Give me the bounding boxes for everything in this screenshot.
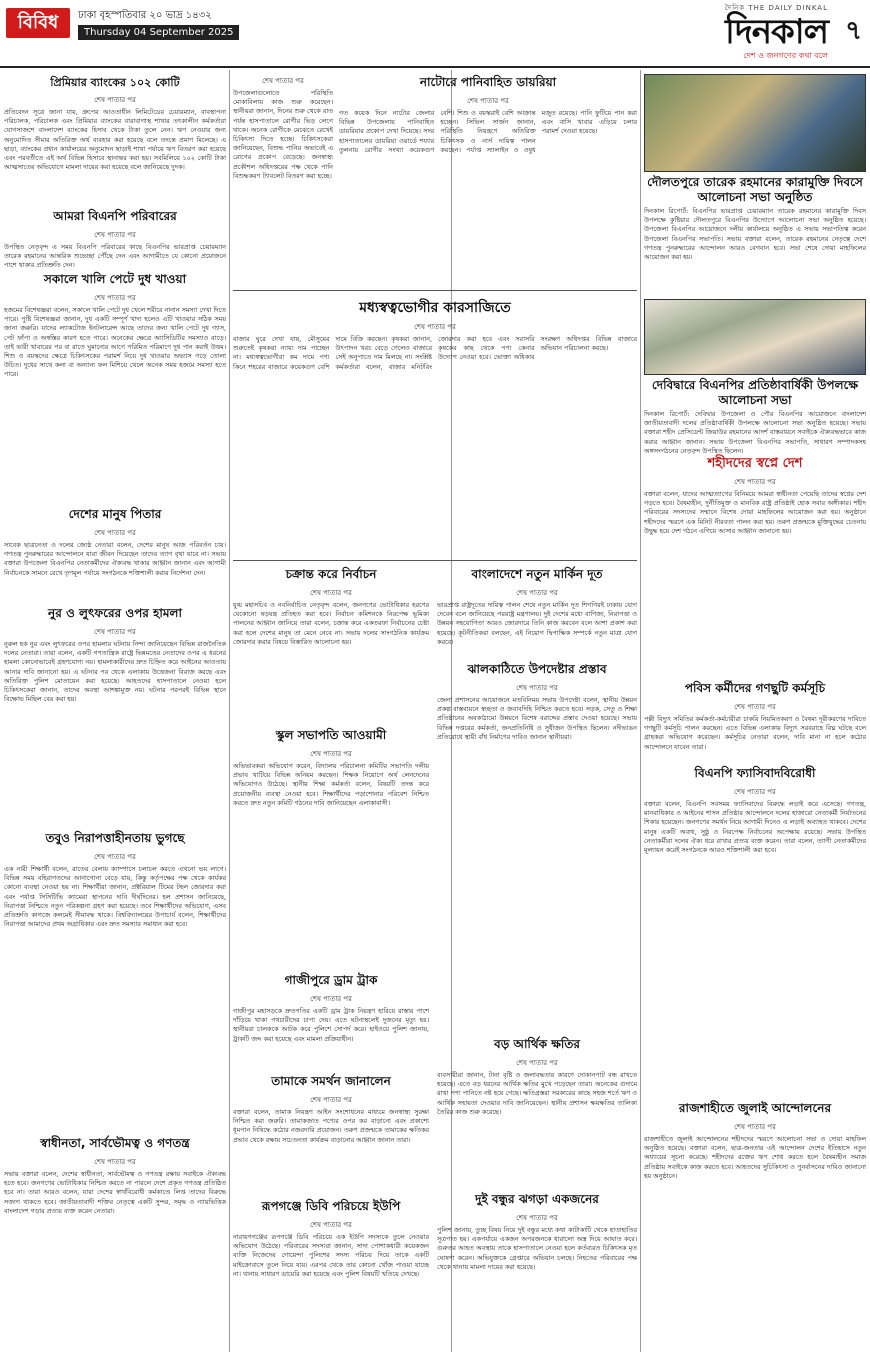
date-bangla: ঢাকা বৃহস্পতিবার ২০ ভাদ্র ১৪৩২ — [78, 10, 212, 21]
article-byline: শেষ পাতার পর — [734, 703, 776, 711]
masthead-daily-label: দৈনিক THE DAILY DINKAL — [724, 4, 828, 12]
article-body: প্রতিবেদন সূত্রে জানা যায়, গ্রুপের আওতাধীন লিমিটেডের চেয়ারম্যান, বাবস্থাপনা পরিচালক, পরিচালক এবং প্রিমিয়ার ব্যাংকের বারাবাগাস্থ শাখার তৎকালীন কর্মকর্তারা যোগসাজশে বাংলাদেশ ব্যাংকের হিসাব থেকে টাকা তুলে নেন। ঋণ নেওয়ার জন্য অনুমোদিত সীমার অতিরিক্ত অর্থ ব্যবহার করা হয়েছে বলে তদন্তে প্রমাণ মিলেছে। এ ছাড়া, ব্যাংকের প্রধান কার্যালয়ের অনুমোদন ছাড়াই শাখা পর্যায়ে ঋণ বিতরণ করা হয়েছে এবং পরবর্তীতে এই অর্থ বিভিন্ন হিসাবে স্থানান্তর করা হয়। সবমিলিয়ে ১০২ কোটি টাকা আত্মসাতের অভিযোগে মামলা দায়ের করা হয়েছে বলে জানিয়েছে দুদক। — [4, 108, 226, 172]
article-byline: শেষ পাতার পর — [310, 589, 352, 597]
photo-daulatpur — [644, 74, 866, 172]
section-divider — [233, 290, 637, 291]
article-body: অভিভাবকরা অভিযোগ করেন, বিদ্যালয় পরিচালনা কমিটির সভাপতি দলীয় প্রভাব খাটিয়ে বিভিন্ন অনিয়ম করছেন। শিক্ষক নিয়োগে অর্থ লেনদেনের অভিযোগও উঠেছে। স্থানীয় শিক্ষা কর্মকর্তা বলেন, বিষয়টি তদন্ত করে প্রয়োজনীয় ব্যবস্থা নেওয়া হবে। শিক্ষার্থীদের পড়াশোনার পরিবেশ নিশ্চিত করতে দ্রুত নতুন কমিটি গঠনের দাবি জানিয়েছেন এলাকাবাসী। — [233, 762, 429, 807]
column-right — [644, 74, 866, 1348]
article-byline: শেষ পাতার পর — [414, 323, 456, 331]
article-premier — [4, 74, 226, 208]
column-1 — [4, 74, 226, 1348]
section-divider — [233, 560, 637, 561]
article-sokale — [4, 271, 226, 506]
article-byline: শেষ পাতার পর — [310, 1096, 352, 1104]
article-chakranta — [233, 566, 429, 727]
article-tamak — [233, 1073, 429, 1198]
article-body: বক্তারা বলেন, যাদের আত্মত্যাগের বিনিময়ে আমরা স্বাধীনতা পেয়েছি তাদের স্বপ্নের দেশ গড়তে হবে। বৈষম্যহীন, দুর্নীতিমুক্ত ও মানবিক রাষ্ট্র প্রতিষ্ঠাই হোক সবার অঙ্গীকার। শহীদ পরিবারের সদস্যদের সম্মানে বিশেষ দোয়া মাহফিলের আয়োজন করা হয়। অনুষ্ঠানে শহীদদের স্মরণে এক মিনিট নীরবতা পালন করা হয়। তরুণ প্রজন্মকে মুক্তিযুদ্ধের চেতনায় উদ্বুদ্ধ হয়ে দেশ গঠনে এগিয়ে আসার আহ্বান জানানো হয়। — [644, 490, 866, 535]
article-body: নারায়ণগঞ্জের রূপগঞ্জে ডিবি পরিচয়ে এক ইউপি সদস্যকে তুলে নেওয়ার অভিযোগ উঠেছে। পরিবারের সদস্যরা জানান, সাদা পোশাকধারী কয়েকজন ব্যক্তি নিজেদের গোয়েন্দা পুলিশের সদস্য পরিচয় দিয়ে তাকে একটি মাইক্রোবাসে তুলে নিয়ে যায়। এরপর থেকে তার কোনো খোঁজ পাওয়া যাচ্ছে না। থানায় সাধারণ ডায়েরি করা হয়েছে এবং পুলিশ বিষয়টি খতিয়ে দেখছে। — [233, 1233, 429, 1278]
article-headline: মধ্যস্বত্বভোগীর কারসাজিতে — [359, 300, 511, 316]
article-byline: শেষ পাতার পর — [310, 750, 352, 758]
article-headline: ঝালকাঠিতে উপদেষ্টার প্রস্তাব — [467, 662, 607, 676]
article-body: রাজশাহীতে জুলাই আন্দোলনের শহীদদের স্মরণে আলোচনা সভা ও দোয়া মাহফিল অনুষ্ঠিত হয়েছে। বক্তারা বলেন, ছাত্র-জনতার এই আন্দোলন দেশের ইতিহাসে নতুন অধ্যায়ের সূচনা করেছে। শহীদদের রক্তের ঋণ শোধ করতে হলে বৈষম্যহীন সমাজ প্রতিষ্ঠায় সবাইকে কাজ করতে হবে। আহতদের সুচিকিৎসা ও পুনর্বাসনের দাবিও জানানো হয় অনুষ্ঠানে। — [644, 1135, 866, 1180]
article-headline: আমরা বিএনপি পরিবারের — [53, 209, 177, 223]
article-body: সভায় বক্তারা বলেন, দেশের স্বাধীনতা, সার্বভৌমত্ব ও গণতন্ত্র রক্ষায় সবাইকে ঐক্যবদ্ধ হতে হবে। জনগণের ভোটাধিকার নিশ্চিত করতে না পারলে দেশে প্রকৃত গণতন্ত্র প্রতিষ্ঠিত হবে না। তারা আরও বলেন, যারা দেশের স্বার্থবিরোধী কর্মকাণ্ডে লিপ্ত তাদের বিরুদ্ধে সজাগ থাকতে হবে। জাতীয়তাবাদী শক্তির নেতৃত্বে একটি সুন্দর, সমৃদ্ধ ও ন্যায়ভিত্তিক বাংলাদেশ গড়ার প্রত্যয় ব্যক্ত করেন নেতারা। — [4, 1170, 226, 1215]
article-rupganj — [233, 1198, 429, 1348]
article-byline: শেষ পাতার পর — [516, 1214, 558, 1222]
masthead-slogan: দেশ ও জনগণের কথা বলে — [743, 51, 828, 60]
article-headline: বড় আর্থিক ক্ষতির — [494, 1037, 580, 1051]
article-fascist — [644, 765, 866, 1100]
column-middle — [233, 74, 637, 1348]
article-byline: শেষ পাতার পর — [94, 231, 136, 239]
article-headline: দেশের মানুষ পিতার — [68, 507, 162, 521]
article-body: হজমের বিশেষজ্ঞরা বলেন, সকালে খালি পেটে দুধ খেলে শরীরে নানান সমস্যা দেখা দিতে পারে। পুষ্টি বিশেষজ্ঞরা জানান, দুধ একটি সম্পূর্ণ খাদ্য হলেও এটি খাওয়ার সঠিক সময় জানা জরুরি। যাদের ল্যাকটোজ ইনটলারেন্স আছে তাদের জন্য খালি পেটে দুধ গ্যাস, পেট ফাঁপা ও অস্বস্তির কারণ হতে পারে। অনেকের ক্ষেত্রে অ্যাসিডিটির সমস্যাও বাড়ে। তাই ভারী খাবারের পর বা রাতে ঘুমানোর আগে পরিমিত পরিমাণে দুধ পান করাই উত্তম। শিশু ও বয়স্কদের ক্ষেত্রে চিকিৎসকের পরামর্শ নিয়ে দুধ খাওয়ার অভ্যাস গড়ে তোলা উচিত। দুধের সাথে কলা বা অন্যান্য ফল মিশিয়ে খেলে অনেক সময় হজমে সমস্যা হতে পারে। — [4, 306, 226, 379]
article-headline: পবিস কর্মীদের গণছুটি কর্মসূচি — [684, 681, 826, 695]
page-number: ৭ — [845, 16, 862, 46]
article-headline: বিএনপি ফ্যাসিবাদবিরোধী — [694, 766, 816, 780]
article-headline: গাজীপুরে ড্রাম ট্রাক — [284, 973, 378, 987]
article-body: উপজেলাগুলোতে পরিস্থিতি মোকাবিলায় কাজ শুরু করেছেন। স্থানীয়রা জানান, দিনের শুরু থেকে রাত পর্যন্ত হাসপাতালে রোগীর ভিড় লেগে থাকে। অনেক রোগীকে মেঝেতে রেখেই চিকিৎসা দিতে হচ্ছে। চিকিৎসকেরা জানিয়েছেন, বিশুদ্ধ পানির অভাবেই এ রোগের প্রকোপ বেড়েছে। জনস্বাস্থ্য প্রকৌশল অধিদপ্তরের পক্ষ থেকে পানি বিশুদ্ধকরণ ট্যাবলেট বিতরণ করা হচ্ছে। — [233, 89, 333, 180]
article-nator — [339, 74, 637, 286]
article-continue — [233, 74, 333, 286]
article-byline: শেষ পাতার পর — [94, 294, 136, 302]
article-body: দিনকাল রিপোর্ট: দেবিদ্বার উপজেলা ও পৌর বিএনপির আয়োজনে বাংলাদেশ জাতীয়তাবাদী দলের প্রতিষ্ঠাবার্ষিকী উপলক্ষে আলোচনা সভা অনুষ্ঠিত হয়েছে। সভায় বক্তারা শহীদ প্রেসিডেন্ট জিয়াউর রহমানের আদর্শ বাস্তবায়নে সবাইকে ঐক্যবদ্ধভাবে কাজ করার আহ্বান জানান। সভায় উপজেলা বিএনপির সভাপতি, সাধারণ সম্পাদকসহ অঙ্গসংগঠনের নেতৃবৃন্দ উপস্থিত ছিলেন। — [644, 410, 866, 454]
article-body: দিনকাল রিপোর্ট: বিএনপির ভারপ্রাপ্ত চেয়ারম্যান তারেক রহমানের কারামুক্তি দিবস উপলক্ষে কুষ্টিয়ার দৌলতপুরে বিএনপির উদ্যোগে আলোচনা সভা অনুষ্ঠিত হয়েছে। উপজেলা বিএনপির আয়োজনে দলীয় কার্যালয়ে অনুষ্ঠিত এ সভায় সভাপতিত্ব করেন উপজেলা বিএনপির সভাপতি। সভায় বক্তারা বলেন, তারেক রহমানের নেতৃত্বে দেশে গণতন্ত্র পুনরুদ্ধারের আন্দোলন আরও বেগবান হবে। সভা শেষে দোয়া মাহফিলের আয়োজন করা হয়। — [644, 207, 866, 262]
article-headline: দুই বন্ধুর ঝগড়া একজনের — [475, 1192, 599, 1206]
masthead — [725, 2, 828, 63]
article-byline: শেষ পাতার পর — [734, 788, 776, 796]
article-byline: শেষ পাতার পর — [94, 853, 136, 861]
article-tobuo — [4, 830, 226, 1135]
article-byline: শেষ পাতার পর — [310, 1221, 352, 1229]
article-body: বক্তারা বলেন, বিএনপি সবসময় ফ্যাসিবাদের বিরুদ্ধে লড়াই করে এসেছে। গণতন্ত্র, মানবাধিকার ও আইনের শাসন প্রতিষ্ঠার আন্দোলনে দলের হাজারো নেতাকর্মী নির্যাতনের শিকার হয়েছেন। জনগণের সমর্থন নিয়ে আগামী দিনেও এ লড়াই অব্যাহত থাকবে। দেশের মানুষ একটি অবাধ, সুষ্ঠু ও নিরপেক্ষ নির্বাচনের অপেক্ষায় রয়েছে। সভায় উপস্থিত নেতাকর্মীরা দলের ঐক্য ধরে রাখার প্রত্যয় ব্যক্ত করেন। তারা বলেন, ত্যাগী নেতাকর্মীদের মূল্যায়ন করেই সংগঠনকে আরও শক্তিশালী করা হবে। — [644, 800, 866, 855]
date-english: Thursday 04 September 2025 — [78, 25, 239, 40]
article-madhya — [233, 296, 637, 556]
photo-debidwar — [644, 299, 866, 375]
article-jhalokathi — [437, 661, 637, 1036]
article-body: বাজার ঘুরে দেখা যায়, মৌসুমের শুরুতেই কৃষকরা ন্যায্য দাম পাচ্ছেন না। মধ্যস্বত্বভোগীরা কম দামে পণ্য কিনে শহরের বাজারে কয়েকগুণ বেশি দামে বিক্রি করছেন। কৃষকরা জানান, উৎপাদন খরচ বেড়ে গেলেও বাজারে সেই অনুপাতে দাম মিলছে না। সংশ্লিষ্ট কর্মকর্তারা বলেন, বাজার মনিটরিং জোরদার করা হবে এবং সরাসরি কৃষকের কাছ থেকে পণ্য কেনার উদ্যোগ নেওয়া হবে। ভোক্তা অধিকার সংরক্ষণ অধিদপ্তর বিভিন্ন বাজারে অভিযান পরিচালনা করছে। — [233, 335, 637, 371]
article-body: নুরুল হক নুর এবং লুৎফরের ওপর হামলার ঘটনায় নিন্দা জানিয়েছেন বিভিন্ন রাজনৈতিক দলের নেতারা। তারা বলেন, একটি গণতান্ত্রিক রাষ্ট্রে ভিন্নমতের নেতাদের ওপর এ ধরনের হামলা কোনোভাবেই গ্রহণযোগ্য নয়। হামলাকারীদের দ্রুত চিহ্নিত করে আইনের আওতায় আনার দাবি জানানো হয়। এ ঘটনার পর থেকে এলাকায় উত্তেজনা বিরাজ করছে এবং অতিরিক্ত পুলিশ মোতায়েন করা হয়েছে। আহতদের হাসপাতালে নেওয়া হলে চিকিৎসকেরা জানান, তাদের অবস্থা আশঙ্কামুক্ত নয়। ঘটনার পরপরই বিভিন্ন স্থানে বিক্ষোভ মিছিল বের করা হয়। — [4, 640, 226, 704]
article-byline: শেষ পাতার পর — [734, 1123, 776, 1131]
article-headline: তামাকে সমর্থন জানালেন — [271, 1074, 391, 1088]
article-school — [233, 727, 429, 972]
article-desher — [4, 506, 226, 605]
article-byline: শেষ পাতার পর — [94, 96, 136, 104]
article-body: গত কয়েক দিনে নাটোর জেলার বিভিন্ন উপজেলায় পানিবাহিত ডায়রিয়ার প্রকোপ দেখা দিয়েছে। সদর হাসপাতালের ডায়রিয়া ওয়ার্ডে শয্যার তুলনায় রোগীর সংখ্যা কয়েকগুণ বেশি। শিশু ও বয়স্করাই বেশি আক্রান্ত হচ্ছেন। সিভিল সার্জন জানান, পরিস্থিতি নিয়ন্ত্রণে অতিরিক্ত চিকিৎসক ও নার্স দায়িত্ব পালন করছেন। পর্যাপ্ত স্যালাইন ও ওষুধ মজুত রয়েছে। পানি ফুটিয়ে পান করা এবং বাসি খাবার এড়িয়ে চলার পরামর্শ দেওয়া হয়েছে। — [339, 109, 637, 154]
article-daulatpur — [644, 175, 866, 297]
article-nur — [4, 605, 226, 830]
article-byline: শেষ পাতার পর — [262, 77, 304, 85]
column-rule — [640, 70, 641, 1352]
article-body: সাবেক ছাত্রনেতা ও দলের জ্যেষ্ঠ নেতারা বলেন, দেশের মানুষ আজ পরিবর্তন চায়। গণতন্ত্র পুনরুদ্ধারের আন্দোলনে যারা জীবন দিয়েছেন তাদের ত্যাগ বৃথা যাবে না। সভায় বক্তারা উপজেলা বিএনপির নেতাকর্মীদের ঐক্যবদ্ধ থাকার আহ্বান জানান এবং আগামী নির্বাচনকে সামনে রেখে তৃণমূল পর্যায়ে সংগঠনকে শক্তিশালী করার নির্দেশনা দেন। — [4, 541, 226, 577]
article-headline: স্বাধীনতা, সার্বভৌমত্ব ও গণতন্ত্র — [40, 1136, 190, 1150]
article-bangladesh — [437, 566, 637, 661]
article-byline: শেষ পাতার পর — [516, 1059, 558, 1067]
article-byline: শেষ পাতার পর — [94, 628, 136, 636]
article-amra — [4, 208, 226, 271]
article-dui — [437, 1191, 637, 1348]
article-headline: বাংলাদেশে নতুন মার্কিন দূত — [471, 567, 603, 581]
article-body: উপস্থিত নেতৃবৃন্দ এ সময় বিএনপি পরিবারের কাছে বিএনপির ভারপ্রাপ্ত চেয়ারম্যান তারেক রহমানের আন্তরিক শুভেচ্ছা পৌঁছে দেন এবং আগামীতে যে কোনো প্রয়োজনে পাশে থাকার প্রতিশ্রুতি দেন। — [4, 243, 226, 270]
article-gazipur — [233, 972, 429, 1073]
article-body: পুলিশ জানায়, তুচ্ছ বিষয় নিয়ে দুই বন্ধুর মধ্যে কথা কাটাকাটি থেকে হাতাহাতির সূত্রপাত হয়। একপর্যায়ে একজন অপরজনকে ধারালো অস্ত্র দিয়ে আঘাত করে। গুরুতর আহত অবস্থায় তাকে হাসপাতালে নেওয়া হলে কর্তব্যরত চিকিৎসক মৃত ঘোষণা করেন। অভিযুক্তকে গ্রেপ্তারে অভিযান চলছে। নিহতের পরিবারের পক্ষ থেকে থানায় মামলা দায়ের করা হয়েছে। — [437, 1226, 637, 1271]
middle-left-stack — [233, 566, 429, 1346]
article-headline: তবুও নিরাপত্তাহীনতায় ভুগছে — [45, 831, 185, 845]
article-headline: নাটোরে পানিবাহিত ডায়রিয়া — [419, 75, 557, 89]
article-byline: শেষ পাতার পর — [516, 684, 558, 692]
article-headline: শহীদদের স্বপ্নে দেশ — [707, 456, 803, 471]
header-dates — [78, 8, 239, 40]
article-body: বক্তারা বলেন, তামাক নিয়ন্ত্রণ আইন সংশোধনের মাধ্যমে জনস্বাস্থ্য সুরক্ষা নিশ্চিত করা জরুরি। তামাকজাত পণ্যের ওপর কর বাড়ানো এবং প্রকাশ্যে ধূমপান নিষিদ্ধে কঠোর নজরদারি প্রয়োজন। তরুণ প্রজন্মকে তামাকের ক্ষতিকর প্রভাব থেকে রক্ষায় সচেতনতা কার্যক্রম বাড়ানোর আহ্বান জানান তারা। — [233, 1108, 429, 1144]
article-byline: শেষ পাতার পর — [734, 478, 776, 486]
article-body: ব্যবসায়ীরা জানান, টানা বৃষ্টি ও জলাবদ্ধতার কারণে দোকানপাট বন্ধ রাখতে হয়েছে। এতে বড় ধরনের আর্থিক ক্ষতির মুখে পড়েছেন তারা। অনেকের গুদামে রাখা পণ্য পানিতে নষ্ট হয়ে গেছে। ক্ষতিগ্রস্তরা সরকারের কাছে সহজ শর্তে ঋণ ও আর্থিক সহায়তা দেওয়ার দাবি জানিয়েছেন। স্থানীয় প্রশাসন ক্ষয়ক্ষতির তালিকা তৈরির কাজ শুরু করেছে। — [437, 1071, 637, 1116]
section-badge: বিবিধ — [6, 8, 70, 38]
article-rajshahi — [644, 1100, 866, 1265]
article-headline: চক্রান্ত করে নির্বাচন — [285, 567, 377, 581]
middle-right-stack — [437, 566, 637, 1346]
page-header — [0, 0, 870, 68]
article-byline: শেষ পাতার পর — [467, 97, 509, 105]
article-body: এক নারী শিক্ষার্থী বলেন, রাতের বেলায় ক্যাম্পাসে চলাচল করতে এখনো ভয় লাগে। বিভিন্ন সময় বহিরাগতদের আনাগোনা বেড়ে যায়, কিন্তু কর্তৃপক্ষের পক্ষ থেকে কার্যকর কোনো ব্যবস্থা নেওয়া হয় না। শিক্ষার্থীরা জানান, প্রক্টরিয়াল টিমের টহল জোরদার করা এবং পর্যাপ্ত সিসিটিভি ক্যামেরা স্থাপনের দাবি দীর্ঘদিনের। হল প্রশাসন জানিয়েছে, নিরাপত্তা নিশ্চিতে নতুন পরিকল্পনা গ্রহণ করা হয়েছে। তবে শিক্ষার্থীদের অভিযোগ, এসব প্রতিশ্রুতি কাগজে কলমেই সীমাবদ্ধ থাকে। বিশ্ববিদ্যালয়ের উপাচার্য বলেন, শিক্ষার্থীদের নিরাপত্তা আমাদের প্রথম অগ্রাধিকার এবং দ্রুত সমস্যার সমাধান করা হবে। — [4, 865, 226, 929]
column-rule — [229, 70, 230, 1352]
article-headline: সকালে খালি পেটে দুধ খাওয়া — [43, 272, 187, 286]
article-byline: শেষ পাতার পর — [310, 995, 352, 1003]
article-body: যুগ্ম মহাসচিব ও নবনির্বাচিত নেতৃবৃন্দ বলেন, জনগণের ভোটাধিকার হরণের যেকোনো ষড়যন্ত্র প্রতিহত করা হবে। নির্বাচন কমিশনকে নিরপেক্ষ ভূমিকা পালনের আহ্বান জানিয়ে তারা বলেন, চক্রান্ত করে একতরফা নির্বাচনের চেষ্টা করা হলে দেশের মানুষ তা মেনে নেবে না। সভায় দলের সাংগঠনিক কার্যক্রম জোরদার করার বিষয়ে বিস্তারিত আলোচনা হয়। — [233, 601, 429, 646]
article-pobis — [644, 680, 866, 765]
article-headline: নুর ও লুৎফরের ওপর হামলা — [48, 606, 182, 620]
article-byline: শেষ পাতার পর — [516, 589, 558, 597]
article-body: জেলা প্রশাসনের আয়োজনে মতবিনিময় সভায় উপদেষ্টা বলেন, স্থানীয় উন্নয়ন প্রকল্প বাস্তবায়নে স্বচ্ছতা ও জবাবদিহি নিশ্চিত করতে হবে। সড়ক, সেতু ও শিক্ষা প্রতিষ্ঠানের অবকাঠামো উন্নয়নে বিশেষ বরাদ্দের প্রস্তাব দেওয়া হয়েছে। সভায় বিভিন্ন দপ্তরের কর্মকর্তা, জনপ্রতিনিধি ও সুধীজন উপস্থিত ছিলেন। নদীভাঙন প্রতিরোধে স্থায়ী বাঁধ নির্মাণের দাবিও জানান স্থানীয়রা। — [437, 696, 637, 741]
article-byline: শেষ পাতার পর — [94, 1158, 136, 1166]
article-shohid — [644, 454, 866, 680]
article-swadhinota — [4, 1135, 226, 1348]
article-headline: দৌলতপুরে তারেক রহমানের কারামুক্তি দিবসে আলোচনা সভা অনুষ্ঠিত — [647, 175, 863, 204]
article-headline: রূপগঞ্জে ডিবি পরিচয়ে ইউপি — [261, 1199, 401, 1213]
article-headline: প্রিমিয়ার ব্যাংকের ১০২ কোটি — [50, 76, 180, 89]
article-headline: স্কুল সভাপতি আওয়ামী — [275, 728, 387, 742]
article-boro — [437, 1036, 637, 1191]
article-byline: শেষ পাতার পর — [94, 529, 136, 537]
article-headline: রাজশাহীতে জুলাই আন্দোলনের — [678, 1101, 832, 1115]
article-body: পল্লী বিদ্যুৎ সমিতির কর্মকর্তা-কর্মচারীরা চাকরি নিয়মিতকরণ ও বৈষম্য দূরীকরণের দাবিতে গণছুটি কর্মসূচি পালন করছেন। এতে বিভিন্ন এলাকায় বিদ্যুৎ সরবরাহে বিঘ্ন ঘটছে বলে গ্রাহকরা অভিযোগ করেছেন। কর্মসূচির নেতারা বলেন, দাবি মানা না হলে কঠোর আন্দোলনে যাবেন তারা। — [644, 715, 866, 751]
masthead-logo: দিনকাল — [725, 12, 828, 52]
article-body: গাজীপুর মহাসড়কে দ্রুতগতির একটি ড্রাম ট্রাক নিয়ন্ত্রণ হারিয়ে রাস্তার পাশে দাঁড়িয়ে থাকা পথচারীদের চাপা দেয়। এতে ঘটনাস্থলেই দুজনের মৃত্যু হয়। স্থানীয়রা চালককে আটক করে পুলিশে সোপর্দ করে। হাইওয়ে পুলিশ জানায়, ট্রাকটি জব্দ করা হয়েছে এবং মামলা প্রক্রিয়াধীন। — [233, 1007, 429, 1043]
article-body: ভারপ্রাপ্ত রাষ্ট্রদূতের দায়িত্ব পালন শেষে নতুন মার্কিন দূত শিগগিরই ঢাকায় যোগ দেবেন বলে জানিয়েছে পররাষ্ট্র মন্ত্রণালয়। দুই দেশের মধ্যে বাণিজ্য, নিরাপত্তা ও উন্নয়ন সহযোগিতা আরও জোরদারে তিনি কাজ করবেন বলে আশা প্রকাশ করা হয়েছে। কূটনীতিকরা বলছেন, এই নিয়োগ দ্বিপাক্ষিক সম্পর্কে নতুন মাত্রা যোগ করবে। — [437, 601, 637, 646]
article-headline: দেবিদ্বারে বিএনপির প্রতিষ্ঠাবার্ষিকী উপলক্ষে আলোচনা সভা — [651, 378, 859, 407]
article-debidwar — [644, 378, 866, 454]
